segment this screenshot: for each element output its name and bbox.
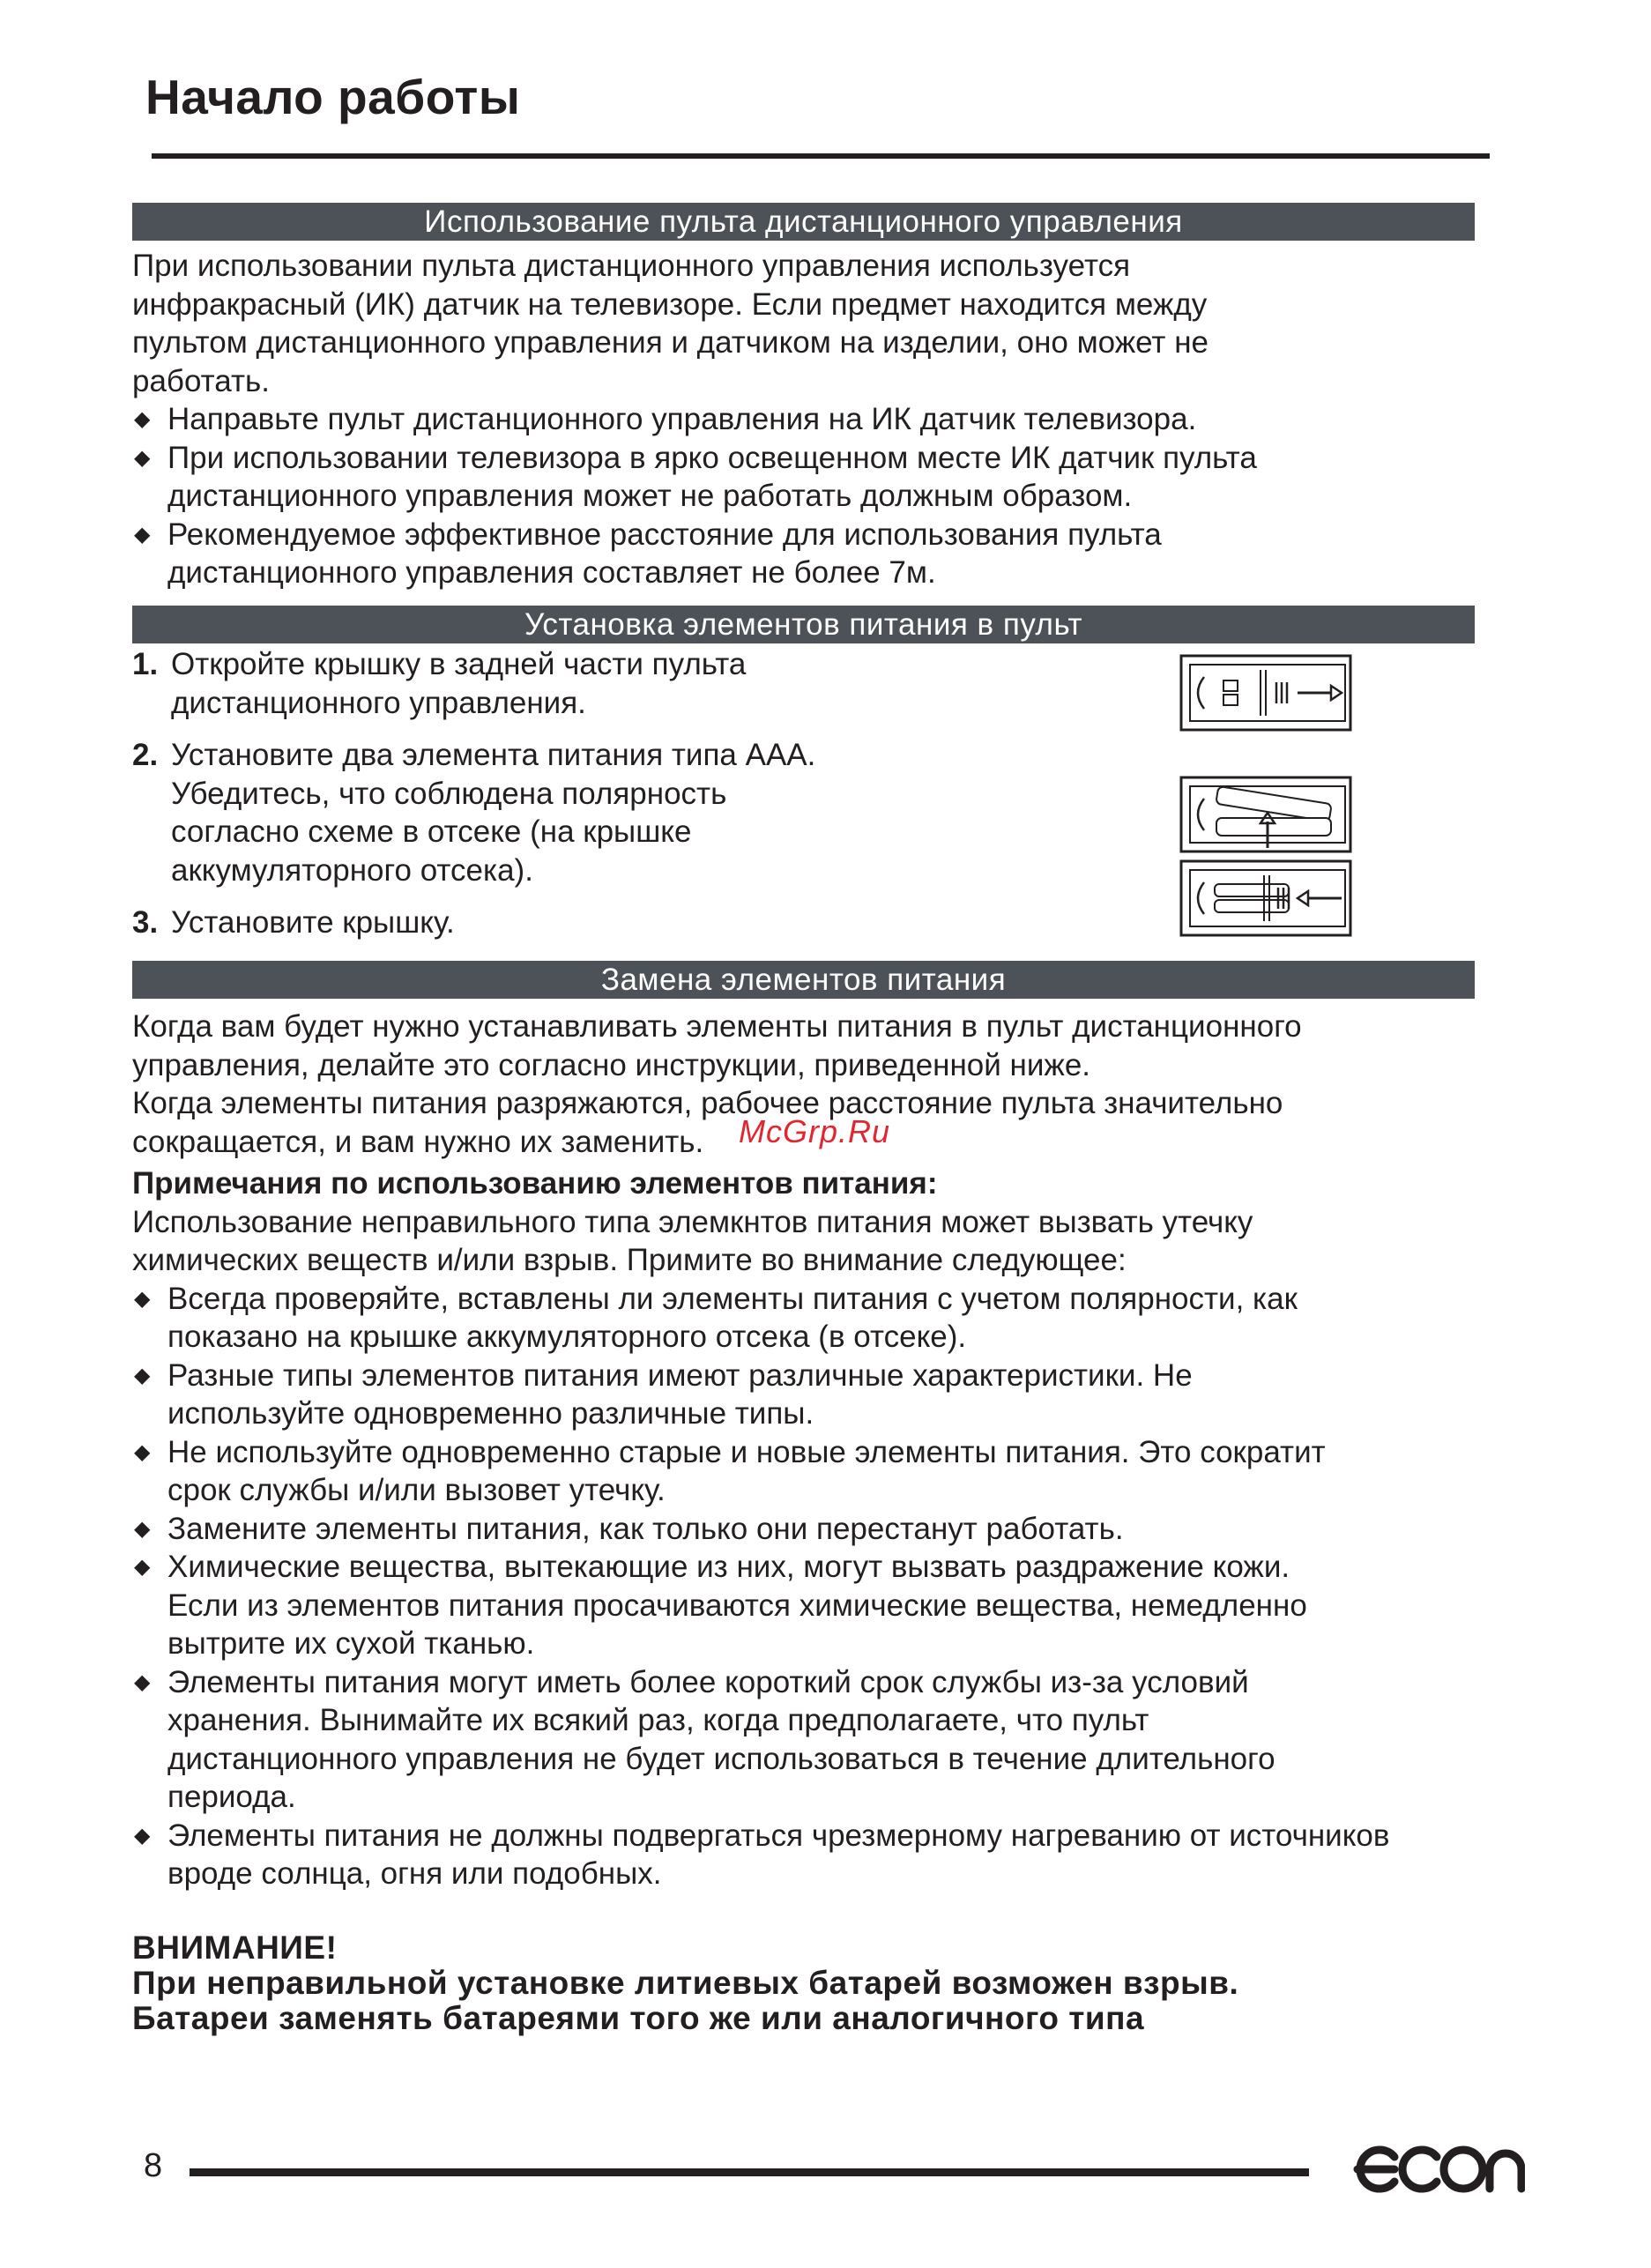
title-divider [152,153,1490,159]
list-item-line: ◆ При использовании телевизора в ярко освещенном месте ИК датчик пульта [167,440,1257,475]
warning-line: При неправильной установке литиевых батарей возможен взрыв. [132,1965,1239,2001]
step-line: аккумуляторного отсека). [171,852,533,888]
step-item [132,903,1014,942]
battery-cover-open-illustration [1179,654,1352,732]
step-item [132,736,1014,889]
paragraph-line: пультом дистанционного управления и датчиком на изделии, оно может не [132,325,1209,360]
list-item-line: показано на крышке аккумуляторного отсека (в отсеке). [167,1320,967,1354]
page-number: 8 [144,2147,163,2184]
step-line: согласно схеме в отсеке (на крышке [171,814,692,849]
list-item [132,516,1507,592]
warning-block [132,1930,1238,2036]
section-heading-remote: Использование пульта дистанционного управления [132,203,1475,241]
list-item-line: ◆ Химические вещества, вытекающие из них, могут вызвать раздражение кожи. [167,1550,1290,1584]
list-item [132,1433,1613,1510]
paragraph-line: работать. [132,363,270,398]
list-item-line: вроде солнца, огня или подобных. [167,1856,662,1891]
list-item-line: дистанционного управления не будет использоваться в течение длительного [167,1741,1275,1776]
install-steps [132,645,1014,942]
step-line: Откройте крышку в задней части пульта [171,647,747,681]
watermark: McGrp.Ru [739,1113,891,1149]
list-item [132,1357,1613,1433]
list-item-line: вытрите их сухой тканью. [167,1626,535,1661]
list-item-line: ◆ Разные типы элементов питания имеют различные характеристики. Не [167,1357,1193,1393]
list-item-line: периода. [167,1780,296,1814]
list-item [132,439,1507,516]
step-line: дистанционного управления. [171,685,586,720]
paragraph-line: инфракрасный (ИК) датчик на телевизоре. Если предмет находится между [132,286,1208,322]
list-item-line: хранения. Вынимайте их всякий раз, когда предполагаете, что пульт [167,1703,1149,1737]
list-item [132,1817,1613,1893]
section-heading-install: Установка элементов питания в пульт [132,606,1475,643]
list-item [132,1548,1613,1663]
warning-line: Батареи заменять батареями того же или аналогичного типа [132,2000,1145,2036]
list-item-line: ◆ Не используйте одновременно старые и новые элементы питания. Это сократит [167,1434,1326,1469]
list-item-line: используйте одновременно различные типы. [167,1396,814,1431]
list-item-line: ◆ Направьте пульт дистанционного управления на ИК датчик телевизора. [167,402,1197,436]
step-number: 2. [132,738,159,772]
paragraph-line: управления, делайте это согласно инструкции, приведенной ниже. [132,1047,1091,1082]
page-title: Начало работы [145,70,521,124]
step-line: Установите два элемента питания типа ААА. [171,738,816,772]
battery-cover-close-illustration [1179,859,1352,937]
list-item [132,400,1507,439]
list-item-line: дистанционного управления может не работать должным образом. [167,479,1133,513]
list-item-line: ◆ Замените элементы питания, как только они перестанут работать. [167,1511,1124,1546]
battery-insert-illustration [1179,776,1352,853]
step-line: Убедитесь, что соблюдена полярность [171,776,727,811]
notes-heading: Примечания по использованию элементов питания: [132,1166,938,1201]
list-item-line: ◆ Рекомендуемое эффективное расстояние для использования пульта [167,517,1162,552]
list-item-line: ◆ Элементы питания не должны подвергаться чрезмерному нагреванию от источников [167,1818,1390,1853]
econ-logo [1349,2138,1525,2201]
step-number: 3. [132,905,159,940]
section-heading-replace: Замена элементов питания [132,961,1475,999]
list-item-line: ◆ Всегда проверяйте, вставлены ли элементы питания с учетом полярности, как [167,1281,1298,1316]
remote-bullet-list [132,400,1507,592]
list-item-line: срок службы и/или вызовет утечку. [167,1473,666,1507]
paragraph-line: Использование неправильного типа элемкнтов питания может вызвать утечку [132,1204,1253,1239]
paragraph-line: сокращается, и вам нужно их заменить. [132,1124,704,1159]
step-line: Установите крышку. [171,905,455,940]
paragraph-line: Когда вам будет нужно устанавливать элементы питания в пульт дистанционного [132,1009,1302,1044]
battery-notes-list [132,1280,1613,1893]
list-item [132,1663,1613,1817]
paragraph-line: При использовании пульта дистанционного управления используется [132,249,1131,283]
list-item-line: ◆ Элементы питания могут иметь более короткий срок службы из-за условий [167,1664,1249,1699]
footer-divider [190,2168,1309,2176]
paragraph-line: химических веществ и/или взрыв. Примите во внимание следующее: [132,1243,1127,1277]
step-number: 1. [132,647,159,681]
list-item [132,1510,1613,1549]
list-item-line: дистанционного управления составляет не более 7м. [167,555,936,590]
list-item [132,1280,1613,1357]
remote-usage-text [132,247,1507,592]
warning-title: ВНИМАНИЕ! [132,1930,338,1966]
step-item [132,645,1014,722]
paragraph-line: Когда элементы питания разряжаются, рабочее расстояние пульта значительно [132,1086,1283,1120]
list-item-line: Если из элементов питания просачиваются химические вещества, немедленно [167,1588,1307,1623]
